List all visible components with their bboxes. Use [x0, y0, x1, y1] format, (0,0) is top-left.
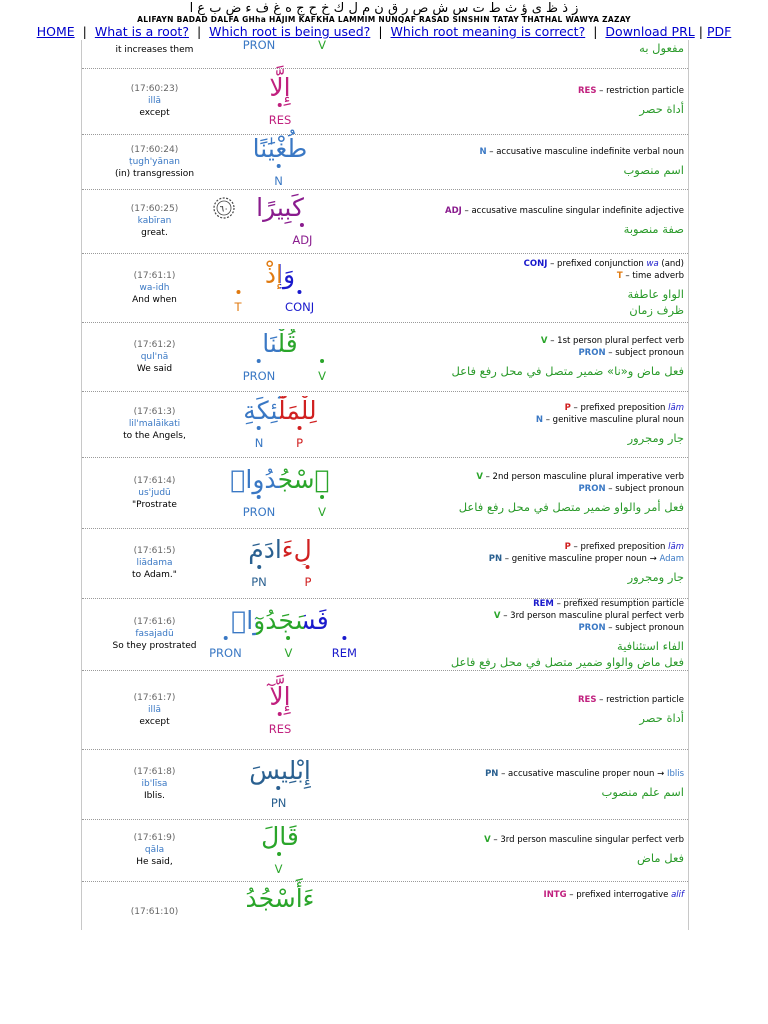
gloss-tag: PRON: [578, 623, 606, 633]
transliteration-link[interactable]: us'judū: [138, 487, 171, 498]
word-row: [82, 391, 688, 458]
arabic-word-cell: [210, 40, 350, 68]
verse-location: (17:61:6): [133, 617, 176, 627]
pos-tag-pron[interactable]: [243, 40, 276, 52]
verse-location: (17:61:7): [133, 692, 176, 703]
tag-dot: [277, 852, 281, 856]
gloss-line: [479, 146, 684, 158]
pos-tag-v[interactable]: [318, 359, 326, 383]
tag-label: V: [318, 505, 326, 519]
gloss-line: [484, 834, 684, 846]
word-reference-cell: [82, 40, 227, 56]
arabic-grammar-line: ظرف زمان: [629, 302, 684, 317]
transliteration-link[interactable]: qul'nā: [140, 351, 169, 362]
word-row: [82, 68, 688, 135]
nav-what-is-root-link[interactable]: What is a root?: [94, 24, 189, 39]
grammar-gloss-cell: [350, 322, 684, 391]
arabic-grammar-line: جار ومجرور: [627, 431, 684, 445]
tag-dot: [257, 426, 261, 430]
word-reference-cell: [82, 68, 227, 134]
word-row: [82, 670, 688, 750]
word-row: [82, 457, 688, 529]
gloss-text: – subject pronoun: [605, 347, 684, 358]
verse-number-marker: [210, 196, 238, 218]
tag-label: PN: [270, 796, 287, 810]
gloss-line: [494, 610, 684, 622]
gloss-tag: V: [493, 611, 501, 621]
pos-tag-v[interactable]: [318, 40, 326, 52]
english-translation: it increases them: [115, 45, 194, 55]
gloss-tag: PRON: [578, 347, 606, 358]
pos-tag-pron[interactable]: [243, 359, 276, 383]
gloss-line: [578, 694, 684, 706]
arabic-word-cell: [210, 134, 350, 189]
gloss-line: [544, 889, 684, 901]
tag-dot: [342, 636, 346, 640]
tag-label: CONJ: [285, 300, 315, 314]
word-reference-cell: [82, 253, 227, 322]
gloss-text: – 3rd person masculine singular perfect verb: [490, 835, 684, 845]
gloss-line: [524, 258, 684, 270]
tag-dot: [257, 565, 261, 569]
gloss-text: – genitive masculine plural noun: [543, 415, 684, 425]
gloss-tag: V: [476, 471, 483, 482]
transliteration-link[interactable]: illā: [147, 704, 162, 715]
arabic-grammar-line: جار ومجرور: [627, 570, 684, 584]
gloss-line: [445, 205, 684, 217]
arabic-word-cell: [210, 670, 350, 749]
gloss-text: – prefixed conjunction: [547, 258, 647, 269]
pos-tag-n[interactable]: [274, 164, 283, 188]
verse-location: (17:61:3): [133, 407, 176, 417]
verse-location: (17:61:5): [133, 546, 176, 556]
gloss-line: [485, 768, 684, 780]
english-translation: Iblis.: [144, 791, 165, 801]
arabic-word-cell: [210, 819, 350, 881]
gloss-tag: V: [540, 335, 548, 346]
pos-tag-p[interactable]: [305, 565, 312, 589]
pos-tag-pn[interactable]: [271, 786, 287, 810]
english-translation: He said,: [136, 857, 173, 867]
nav-separator: |: [698, 24, 703, 39]
transliteration-link[interactable]: kabīran: [137, 216, 172, 226]
tag-label: PRON: [242, 505, 276, 519]
transliteration-link[interactable]: fasajadū: [135, 629, 174, 639]
nav-home-link[interactable]: HOME: [36, 24, 75, 39]
arabic-word[interactable]: قَالَ: [261, 822, 299, 851]
gloss-tag: RES: [577, 694, 597, 705]
arabic-word-cell: [210, 749, 350, 819]
grammar-gloss-cell: [350, 598, 684, 670]
alphabet-latin: ALIFAYN BADAD DALFA GHha HAJIM KAFKHA LAMMIM NUNQAF RASAD SINSHIN TATAY THATHAL WAWYA ZAZAY: [137, 15, 631, 24]
arabic-alphabet-bar: [0, 2, 768, 24]
proper-noun-link[interactable]: Adam: [659, 554, 684, 564]
arabic-grammar-line: فعل ماض: [637, 851, 684, 865]
tag-dot: [286, 636, 290, 640]
gloss-text: – subject pronoun: [605, 483, 684, 494]
arabic-word-cell: [209, 598, 357, 670]
pos-tag-res[interactable]: [269, 712, 292, 736]
gloss-text: – accusative masculine proper noun →: [498, 769, 667, 779]
tag-dot: [320, 359, 324, 363]
word-row: [82, 598, 688, 671]
arabic-word[interactable]: لِءَادَمَ: [210, 535, 350, 565]
gloss-line: [476, 471, 684, 483]
gloss-text: – restriction particle: [596, 694, 684, 705]
nav-separator: |: [378, 24, 383, 39]
word-row: [82, 819, 688, 882]
grammar-gloss-cell: [350, 749, 684, 819]
gloss-tag: N: [535, 415, 544, 425]
english-translation: to Adam.": [132, 570, 177, 580]
verse-location: (17:61:10): [130, 907, 179, 917]
tag-label: REM: [331, 646, 357, 660]
tag-label: V: [318, 40, 326, 52]
word-reference-cell: [82, 134, 227, 189]
english-translation: except: [139, 716, 170, 727]
word-row: [82, 134, 688, 190]
pos-tag-pron[interactable]: [243, 495, 276, 519]
verse-location: (17:60:23): [130, 84, 179, 94]
verse-location: (17:61:1): [133, 270, 176, 281]
alphabet-arabic[interactable]: ز ذ ظ ى ؤ ث ط ت س ش ص ر ق ن م ل ك خ ح ج ه غ ف ء ض ب ع ا: [189, 1, 579, 16]
word-row: [82, 749, 688, 820]
transliteration-link[interactable]: liādama: [136, 558, 173, 568]
nav-which-root-link[interactable]: Which root is being used?: [209, 24, 371, 39]
gloss-tag: PRON: [578, 483, 606, 494]
verse-location: (17:61:4): [133, 475, 176, 486]
tag-label: PRON: [242, 40, 276, 52]
gloss-line: [617, 270, 684, 282]
tag-label: P: [304, 575, 312, 589]
english-translation: to the Angels,: [123, 431, 186, 441]
arabic-grammar-line: أداة حصر: [639, 710, 684, 725]
arabic-word[interactable]: طُغْيَٰنًا: [252, 134, 308, 163]
pos-tag-v[interactable]: [318, 495, 326, 519]
nav-separator: |: [196, 24, 202, 39]
gloss-tag: PN: [488, 554, 503, 564]
pos-tag-t[interactable]: [234, 290, 241, 314]
grammar-gloss-cell: [350, 134, 684, 189]
gloss-text: – prefixed resumption particle: [553, 599, 684, 609]
arabic-grammar-line: صفة منصوبة: [623, 222, 684, 236]
transliteration-link[interactable]: ib'līsa: [141, 779, 168, 789]
english-translation: We said: [136, 363, 173, 374]
arabic-word-cell: [210, 391, 350, 457]
gloss-text: – prefixed preposition: [570, 542, 669, 552]
english-translation: So they prostrated: [112, 641, 197, 651]
gloss-text: – 3rd person masculine plural perfect verb: [500, 611, 684, 621]
tag-dot: [320, 495, 324, 499]
arabic-word-cell: [210, 881, 350, 930]
tag-label: PRON: [209, 646, 242, 660]
english-translation: And when: [132, 294, 177, 305]
tag-dot: [298, 426, 302, 430]
pos-tag-conj[interactable]: [285, 290, 314, 314]
tag-label: PN: [251, 575, 267, 589]
grammar-gloss-cell: [350, 528, 684, 598]
gloss-text: – accusative masculine singular indefinite adjective: [461, 206, 684, 216]
gloss-text: – restriction particle: [596, 86, 684, 96]
gloss-text: – 2nd person masculine plural imperative verb: [482, 471, 684, 482]
nav-root-meaning-link[interactable]: Which root meaning is correct?: [390, 24, 586, 39]
verse-location: (17:61:2): [133, 339, 176, 350]
tag-label: N: [274, 174, 283, 188]
english-translation: (in) transgression: [114, 168, 195, 179]
transliteration-link[interactable]: ṭugh'yānan: [129, 156, 180, 167]
arabic-word[interactable]: وَإِذْ: [210, 260, 350, 290]
word-reference-cell: [82, 598, 227, 670]
gloss-italic: alif: [671, 890, 684, 900]
gloss-line: [578, 85, 684, 97]
word-reference-cell: [82, 322, 227, 391]
arabic-word[interactable]: لِلْمَلَٰٓئِكَةِ: [210, 396, 350, 426]
nav-separator: |: [82, 24, 87, 39]
tag-dot: [257, 495, 261, 499]
gloss-italic: lām: [668, 542, 684, 552]
tag-dot: [223, 636, 227, 640]
arabic-word[interactable]: إِلَّا: [269, 73, 291, 102]
tag-label: ADJ: [292, 233, 313, 247]
tag-label: V: [284, 646, 293, 660]
grammar-gloss-cell: [350, 457, 684, 528]
arabic-grammar-line: الفاء استئنافية: [617, 639, 684, 653]
nav-pdf-link[interactable]: PDF: [706, 24, 732, 39]
gloss-suffix: (and): [658, 258, 684, 269]
arabic-word[interactable]: كَبِيرًا: [256, 193, 304, 222]
tag-dot: [236, 290, 240, 294]
tag-label: V: [274, 862, 283, 876]
grammar-gloss-cell: [350, 670, 684, 749]
gloss-line: [565, 541, 684, 553]
gloss-tag: CONJ: [523, 258, 548, 269]
word-reference-cell: [82, 528, 227, 598]
transliteration-link[interactable]: illā: [147, 96, 162, 106]
word-row: [82, 189, 688, 254]
tag-dot: [306, 565, 310, 569]
tag-dot: [277, 786, 281, 790]
arabic-word-cell: [210, 253, 350, 322]
proper-noun-link[interactable]: Iblis: [666, 769, 684, 779]
grammar-gloss-cell: [350, 40, 684, 68]
gloss-tag: PN: [485, 769, 499, 779]
gloss-text: – accusative masculine indefinite verbal noun: [486, 146, 684, 157]
transliteration-link[interactable]: qāla: [144, 845, 165, 855]
arabic-grammar-line: اسم علم منصوب: [601, 785, 684, 799]
gloss-text: – subject pronoun: [605, 623, 684, 633]
verse-location: (17:61:9): [133, 833, 176, 843]
arabic-grammar-line: مفعول به: [639, 41, 684, 55]
pos-tag-n[interactable]: [255, 426, 264, 450]
tag-dot: [278, 103, 282, 107]
word-reference-cell: [82, 391, 227, 457]
tag-label: RES: [268, 113, 292, 127]
english-translation: "Prostrate: [132, 499, 177, 510]
word-reference-cell: [82, 670, 227, 749]
pos-tag-res[interactable]: [269, 103, 292, 127]
english-translation: great.: [141, 228, 168, 238]
arabic-word[interactable]: إِبْلِيسَ: [249, 756, 311, 785]
gloss-line: [489, 553, 684, 565]
arabic-grammar-line: أداة حصر: [639, 102, 684, 116]
gloss-tag: T: [616, 270, 623, 281]
word-reference-cell: [82, 749, 227, 819]
grammar-gloss-cell: [350, 881, 684, 930]
gloss-text: – prefixed interrogative: [566, 890, 672, 900]
word-row: [82, 322, 688, 392]
tag-label: V: [318, 369, 326, 383]
gloss-italic: lām: [668, 403, 684, 413]
english-translation: except: [139, 108, 170, 118]
grammar-gloss-cell: [350, 819, 684, 881]
gloss-tag: P: [564, 403, 571, 413]
gloss-text: – genitive masculine proper noun →: [502, 554, 660, 564]
gloss-line: [578, 622, 684, 634]
gloss-tag: INTG: [543, 890, 567, 900]
pos-tag-pn[interactable]: [251, 565, 267, 589]
tag-label: PRON: [242, 369, 276, 383]
word-analysis-table: [81, 40, 689, 930]
tag-label: T: [234, 300, 242, 314]
arabic-word-cell: [210, 457, 350, 528]
gloss-line: [536, 414, 684, 426]
transliteration-link[interactable]: lil'malāikati: [128, 419, 181, 429]
pos-tag-pron[interactable]: [209, 636, 242, 660]
grammar-gloss-cell: [350, 189, 684, 253]
word-row: [82, 253, 688, 323]
gloss-line: [533, 598, 684, 610]
word-reference-cell: [82, 819, 227, 881]
tag-label: P: [296, 436, 304, 450]
arabic-word[interactable]: فَسَجَدُوٓا۟: [210, 606, 350, 636]
pos-tag-adj[interactable]: [292, 223, 312, 247]
verse-location: (17:60:25): [130, 204, 179, 214]
grammar-gloss-cell: [350, 391, 684, 457]
pos-tag-p[interactable]: [296, 426, 303, 450]
gloss-tag: ADJ: [445, 206, 462, 216]
tag-label: N: [254, 436, 264, 450]
grammar-gloss-cell: [350, 68, 684, 134]
gloss-text: – prefixed preposition: [570, 403, 669, 413]
gloss-tag: P: [564, 542, 571, 552]
pos-tag-v[interactable]: [275, 852, 283, 876]
arabic-word[interactable]: ءَأَسْجُدُ: [245, 884, 315, 913]
top-navigation: [0, 24, 768, 40]
verse-location: (17:61:8): [133, 767, 176, 777]
gloss-tag: RES: [577, 86, 597, 96]
transliteration-link[interactable]: wa-idh: [139, 282, 170, 293]
gloss-text: – 1st person plural perfect verb: [547, 335, 684, 346]
arabic-grammar-line: اسم منصوب: [623, 162, 684, 177]
word-row: [82, 40, 688, 69]
word-row: [82, 881, 688, 930]
word-reference-cell: [82, 881, 227, 930]
nav-separator: |: [593, 24, 598, 39]
arabic-word-cell: [210, 68, 350, 134]
arabic-grammar-line: الواو عاطفة: [627, 286, 684, 301]
arabic-word[interactable]: قُلْنَا: [210, 329, 350, 359]
gloss-text: – time adverb: [622, 270, 684, 281]
gloss-tag: REM: [533, 599, 554, 609]
pos-tag-v[interactable]: [284, 636, 292, 660]
gloss-line: [541, 335, 684, 347]
gloss-line: [578, 347, 684, 359]
gloss-tag: V: [484, 835, 491, 845]
word-reference-cell: [82, 189, 227, 253]
gloss-line: [578, 483, 684, 495]
arabic-word[interactable]: إِلَّآ: [269, 682, 291, 711]
tag-dot: [257, 359, 261, 363]
nav-download-prl-link[interactable]: Download PRL: [605, 24, 695, 39]
gloss-italic: wa: [646, 258, 659, 269]
tag-dot: [298, 290, 302, 294]
arabic-grammar-line: فعل أمر والواو ضمير متصل في محل رفع فاعل: [458, 499, 684, 514]
arabic-word-cell: [210, 528, 350, 598]
word-row: [82, 528, 688, 599]
gloss-line: [565, 402, 684, 414]
verse-location: (17:60:24): [130, 144, 179, 155]
tag-dot: [300, 223, 304, 227]
tag-dot: [277, 164, 281, 168]
gloss-tag: N: [479, 146, 487, 157]
verse-number: ٦٠: [219, 204, 229, 214]
arabic-grammar-line: فعل ماض والواو ضمير متصل في محل رفع فاعل: [450, 655, 684, 669]
arabic-word[interactable]: ٱسْجُدُوا۟: [210, 465, 350, 495]
tag-label: RES: [268, 722, 292, 736]
arabic-word-cell: [210, 322, 350, 391]
word-reference-cell: [82, 457, 227, 528]
arabic-grammar-line: فعل ماض و«نا» ضمير متصل في محل رفع فاعل: [451, 363, 684, 378]
arabic-word-cell: [210, 189, 350, 253]
tag-dot: [278, 712, 282, 716]
grammar-gloss-cell: [350, 253, 684, 322]
